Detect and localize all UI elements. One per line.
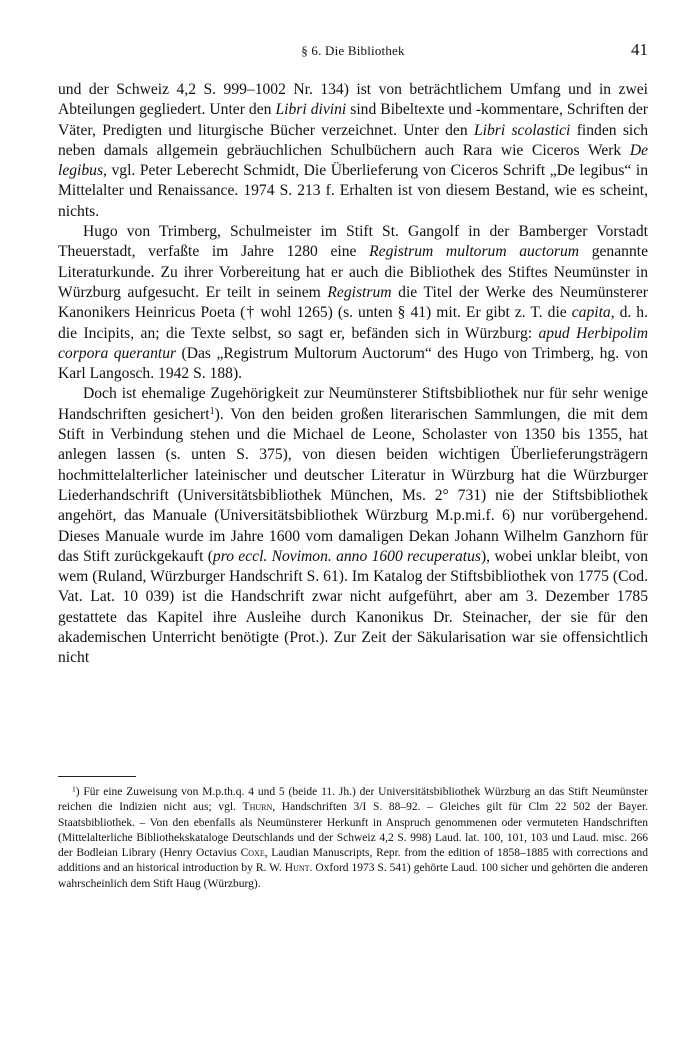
body-text	[58, 80, 648, 669]
footnote-1	[58, 785, 648, 892]
text-run: und der Schweiz 4,2 S. 999–1002 Nr. 134) ist von beträchtlichem Umfang und in zwei Abteilungen gegliedert. Unter den	[58, 81, 648, 119]
text-run: (Das „Registrum Multorum Auctorum“ des Hugo von Trimberg, hg. von Karl Langosch. 1942 S. 188).	[58, 344, 648, 383]
footnote	[58, 785, 648, 892]
text-run: , vgl. Peter Leberecht Schmidt, Die Überlieferung von Ciceros Schrift „De legibus“ in Mittelalter und Renaissance. 1974 S. 213 f. Erhalten ist von diesem Bestand, wie es scheint, nichts.	[58, 162, 648, 220]
paragraph-2	[58, 222, 648, 384]
page-number: 41	[631, 40, 648, 59]
text-run: , d. h. die Incipits, an; die Texte selbst, so sagt er, befänden sich in Würzburg:	[58, 304, 648, 342]
text-run: ). Von den beiden großen literarischen Sammlungen, die mit dem Stift in Verbindung stehen und die Michael de Leone, Scholaster von 1350 bis 1355, hat anlegen lassen (s. unten S. 375), von diesen beiden wichtigen Überlieferungsträgern hochmittelalterlicher lateinischer und deutscher Literatur in Würzburg hat die Würzburger Liederhandschrift (Universitätsbibliothek München, Ms. 2° 731) nie der Stiftsbibliothek angehört, das Manuale (Universitätsbibliothek Würzburg M.p.mi.f. 6) nur vorübergehend. Dieses Manuale wurde im Jahre 1600 vom damaligen Dekan Johann Wilhelm Ganzhorn für das Stift zurückgekauft (	[58, 405, 649, 565]
text-run: Doch ist ehemalige Zugehörigkeit zur Neumünsterer Stiftsbibliothek nur für sehr wenige Handschriften gesichert	[58, 385, 648, 423]
italic-text: Registrum multorum auctorum	[369, 243, 580, 261]
text-run: . Oxford 1973 S. 541) gehörte Laud. 100 sicher und gehörten die anderen wahrscheinlich dem Stift Haug (Würzburg).	[58, 862, 648, 890]
text-run: die Titel der Werke des Neumünsterer Kanonikers Heinricus Poeta († wohl 1265) (s. unten § 41) mit. Er gibt z. T. die	[58, 283, 648, 322]
paragraph-1	[58, 80, 648, 222]
italic-text: Libri divini	[275, 101, 347, 119]
text-run: , Laudian Manuscripts, Repr. from the edition of 1858–1885 with corrections and additions and an historical introduction by R. W.	[58, 847, 648, 875]
italic-text: Registrum	[327, 283, 392, 301]
text-run: ) Für eine Zuweisung von M.p.th.q. 4 und 5 (beide 11. Jh.) der Universitätsbibliothek Würzburg an das Stift Neumünster reichen die Indizien nicht aus; vgl.	[58, 786, 648, 814]
running-head: § 6. Die Bibliothek	[301, 43, 405, 58]
text-run: genannte Literaturkunde. Zu ihrer Vorbereitung hat er auch die Bibliothek des Stiftes Neumünster in Würzburg aufgesucht. Er teilt in seinem	[58, 243, 648, 301]
italic-text: De legibus	[58, 141, 648, 180]
paragraph-3	[58, 384, 648, 668]
italic-text: capita	[571, 304, 611, 322]
italic-text: Libri scolastici	[473, 121, 571, 139]
footnote-marker: 1	[209, 405, 215, 417]
author-name: Coxe	[240, 847, 265, 860]
text-run: Hugo von Trimberg, Schulmeister im Stift St. Gangolf in der Bamberger Vorstadt Theuerstadt, verfaßte im Jahre 1280 eine	[58, 223, 648, 261]
italic-text: apud Herbipolim corpora querantur	[58, 324, 648, 362]
text-run: , Handschriften 3/I S. 88–92. – Gleiches gilt für Clm 22 502 der Bayer. Staatsbibliothek. – Von den ebenfalls als Neumünsterer Herkunft in Anspruch genommenen oder vermuteten Handschriften (Mittelalterliche Bibliothekskataloge Deutschlands und der Schweiz 4,2 S. 998) Laud. lat. 100, 101, 103 und Laud. misc. 266 der Bodleian Library (Henry Octavius	[58, 801, 649, 860]
author-name: Thurn	[242, 801, 273, 814]
italic-text: pro eccl. Novimon. anno 1600 recuperatus	[212, 547, 481, 565]
page-header	[58, 40, 648, 62]
text-run: ), wobei unklar bleibt, von wem (Ruland, Würzburger Handschrift S. 61). Im Katalog der Stiftsbibliothek von 1775 (Cod. Vat. Lat. 10 039) ist die Handschrift zwar nicht aufgeführt, aber am 3. Dezember 1785 gestattete das Kapitel ihre Ausleihe durch Kanonikus Dr. Steinacher, der sie für den akademischen Unterricht benötigte (Prot.). Zur Zeit der Säkularisation war sie offensichtlich nicht	[58, 547, 648, 667]
text-run: finden sich neben damals allgemein gebräuchlichen Schulbüchern auch Rara wie Ciceros Werk	[58, 121, 648, 159]
footnote-rule	[58, 776, 136, 777]
text-run: sind Bibeltexte und -kommentare, Schriften der Väter, Predigten und liturgische Bücher verzeichnet. Unter den	[58, 101, 648, 139]
footnote-marker: 1	[72, 784, 76, 794]
author-name: Hunt	[284, 862, 310, 875]
